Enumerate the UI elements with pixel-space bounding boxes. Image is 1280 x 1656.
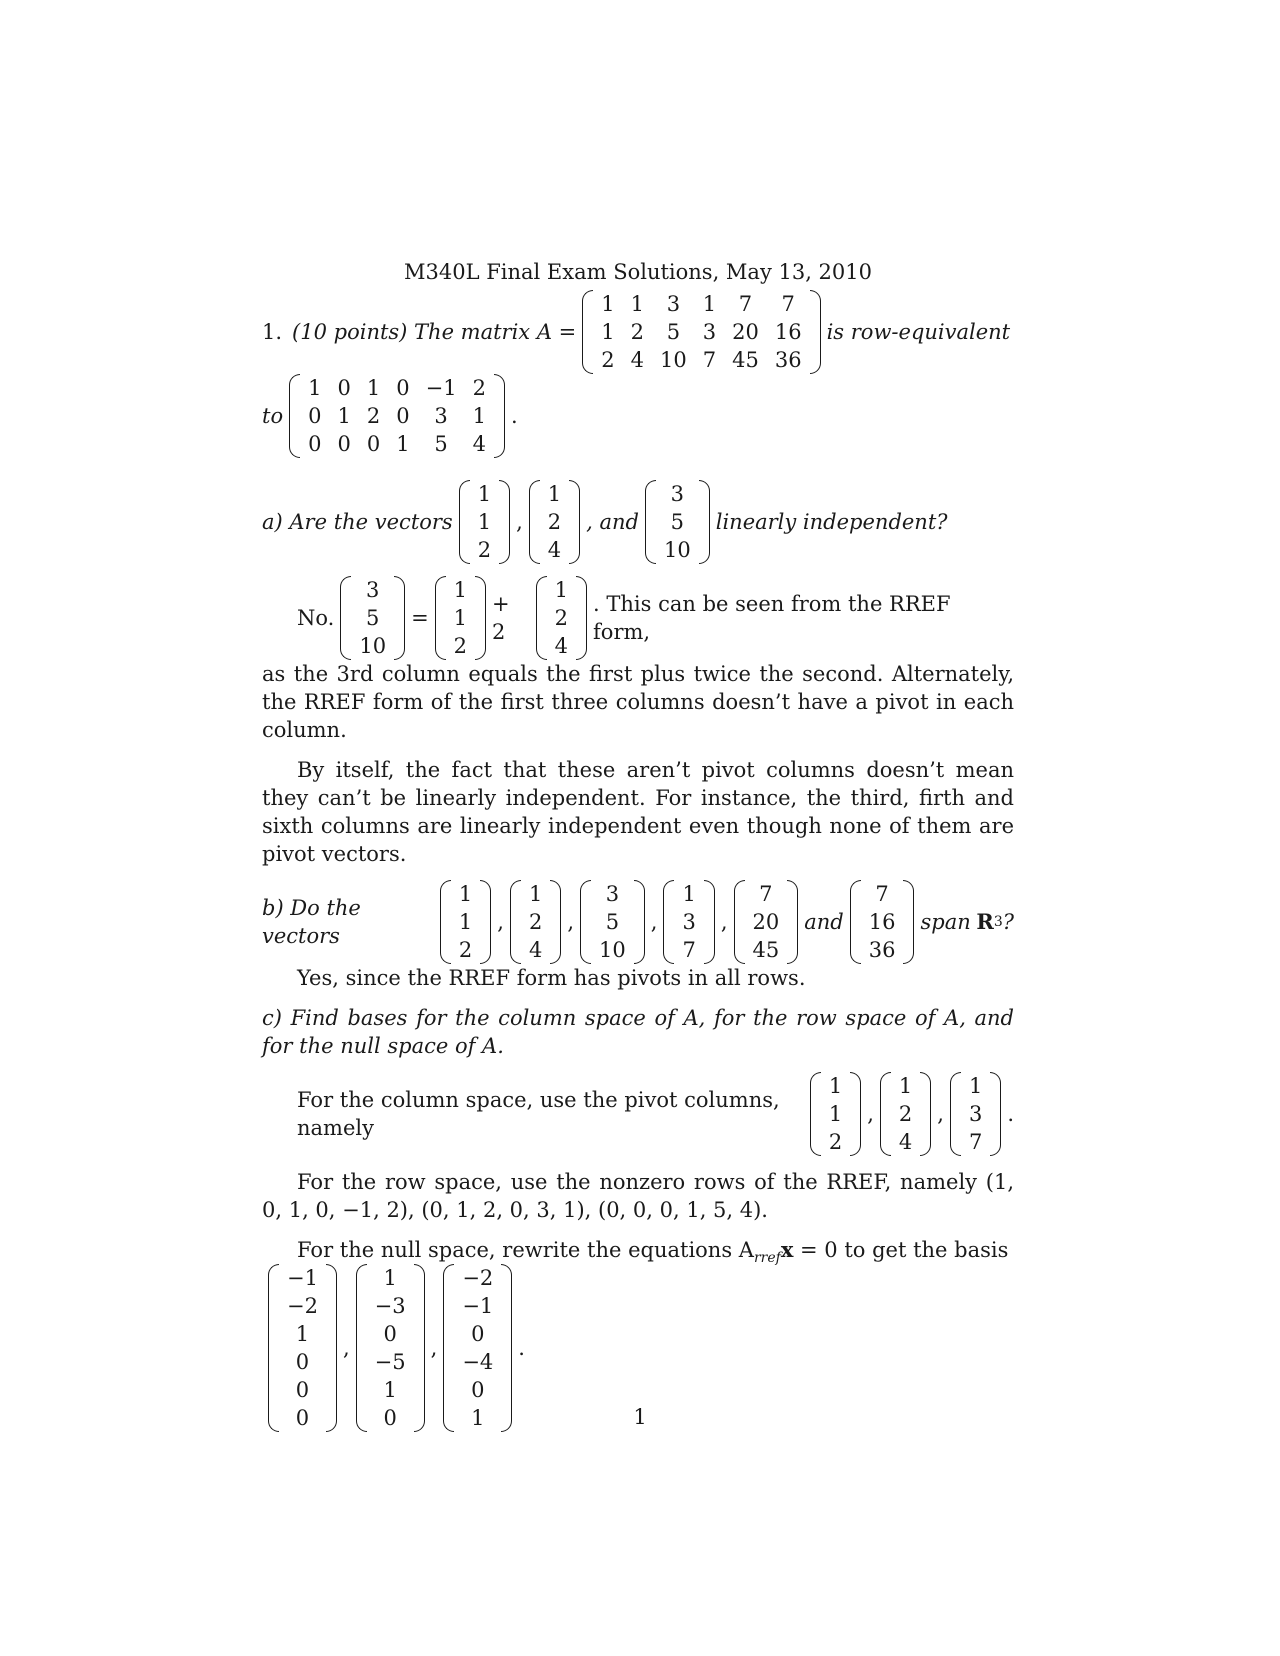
matrix-cell: 4 [898, 1130, 913, 1154]
matrix-cell: 0 [337, 376, 351, 400]
matrix-cell: 4 [472, 432, 486, 456]
matrix-cell: 1 [308, 376, 322, 400]
matrix-cell: −3 [374, 1294, 406, 1318]
qc-col-vector-3 [950, 1072, 1001, 1156]
qa-eq-vector-3 [340, 576, 405, 660]
matrix-cell: 1 [453, 578, 468, 602]
matrix-cell: 10 [599, 938, 626, 962]
qb-prompt-start: b) Do the vectors [262, 896, 361, 948]
matrix-cell: 0 [383, 1322, 397, 1346]
matrix-cell: 2 [828, 1130, 843, 1154]
qa-eq-sign: = [411, 606, 429, 630]
matrix-cell: 1 [477, 482, 492, 506]
matrix-cell: 1 [682, 882, 696, 906]
qc-column-text: For the column space, use the pivot columns, namely [297, 1088, 780, 1140]
qb-answer: Yes, since the RREF form has pivots in all rows. [297, 966, 806, 990]
q1-intro: (10 points) The matrix A = [292, 320, 577, 344]
matrix-cell: 10 [664, 538, 691, 562]
matrix-cell: 1 [337, 404, 351, 428]
matrix-cell: 1 [828, 1074, 843, 1098]
matrix-cell: 5 [434, 432, 448, 456]
matrix-cell: −2 [462, 1266, 494, 1290]
qc-null-x: x [780, 1237, 794, 1262]
qa-vector-1 [459, 480, 510, 564]
qb-vector-4 [663, 880, 714, 964]
qa-prompt-start: a) Are the vectors [262, 510, 453, 534]
matrix-cell: 1 [702, 292, 717, 316]
matrix-cell: 3 [968, 1102, 983, 1126]
qb-qmark: ? [1002, 910, 1014, 934]
matrix-cell: 3 [666, 292, 681, 316]
matrix-cell: 0 [366, 432, 381, 456]
qa-eq-plus: + 2 [492, 592, 510, 644]
matrix-cell: 2 [601, 348, 615, 372]
matrix-cell: 10 [660, 348, 687, 372]
matrix-cell: 0 [295, 1406, 310, 1430]
qa-and: , and [586, 510, 639, 534]
matrix-cell: 0 [383, 1406, 397, 1430]
matrix-cell: 1 [630, 292, 645, 316]
qb-vector-2 [510, 880, 561, 964]
qc-null-text-a: For the null space, rewrite the equations A [297, 1238, 754, 1262]
page-number: 1 [633, 1405, 647, 1429]
matrix-cell: 16 [774, 320, 802, 344]
q1-rref-line [262, 374, 1014, 458]
qc-row-space: For the row space, use the nonzero rows of the RREF, namely (1, 0, 1, 0, −1, 2), (0, 1, 2, 0, 3, 1), (0, 0, 0, 1, 5, 4). [262, 1170, 1014, 1222]
qb-span: span [920, 910, 971, 934]
matrix-cell: 2 [630, 320, 645, 344]
matrix-cell: 1 [453, 606, 468, 630]
matrix-cell: 1 [458, 910, 473, 934]
matrix-cell: 1 [828, 1102, 843, 1126]
qb-vector-1 [440, 880, 491, 964]
matrix-cell: 5 [670, 510, 685, 534]
matrix-cell: 45 [752, 938, 780, 962]
page-title: M340L Final Exam Solutions, May 13, 2010 [403, 260, 872, 284]
qc-null-basis: −1 −2 1 0 0 0 , 1 −3 0 −5 1 0 , −2 −1 0 −4 0 1 . [262, 1264, 1014, 1432]
matrix-cell: 0 [471, 1322, 485, 1346]
matrix-cell: 36 [868, 938, 896, 962]
matrix-cell: 7 [702, 348, 717, 372]
matrix-cell: −1 [287, 1266, 318, 1290]
qa-answer-rest: . This can be seen from the RREF form, [593, 592, 951, 644]
matrix-cell: 0 [337, 432, 351, 456]
q1-number: 1. [262, 320, 283, 344]
qb-prompt: b) Do the vectors 1 1 2 , 1 2 4 , 3 5 10 , 1 3 7 , 7 20 45 and 7 16 36 span R 3 ? [262, 882, 1014, 962]
matrix-cell: 20 [752, 910, 780, 934]
matrix-cell: −2 [287, 1294, 318, 1318]
q1-to: to [262, 404, 284, 428]
matrix-cell: 0 [396, 404, 410, 428]
qc-null-text-b: = 0 to get the basis [793, 1238, 1009, 1262]
qb-vector-6 [850, 880, 915, 964]
matrix-cell: 2 [554, 606, 569, 630]
q1-row-equivalent: is row-equivalent [826, 320, 1011, 344]
matrix-cell: 2 [898, 1102, 913, 1126]
matrix-cell: 1 [547, 482, 562, 506]
matrix-cell: 1 [366, 376, 381, 400]
qc-prompt: c) Find bases for the column space of A, for the row space of A, and for the null space of A. [262, 1006, 1014, 1058]
qa-prompt: a) Are the vectors 1 1 2 , 1 2 4 , and 3 5 10 linearly independent? [262, 482, 948, 562]
matrix-cell: 0 [295, 1350, 310, 1374]
qa-prompt-end: linearly independent? [715, 510, 948, 534]
qa-answer-paragraph-2: By itself, the fact that these aren’t pivot columns doesn’t mean they can’t be linearly independent. For instance, the third, firth and sixth columns are linearly independent even though none of them are pivot vectors. [262, 758, 1014, 866]
qc-column-space: For the column space, use the pivot columns, namely 1 1 2 , 1 2 4 , 1 3 7 . [297, 1074, 1014, 1154]
matrix-cell: 3 [434, 404, 448, 428]
matrix-cell: 7 [781, 292, 795, 316]
matrix-cell: 2 [458, 938, 473, 962]
matrix-cell: 2 [453, 634, 468, 658]
matrix-cell: 0 [396, 376, 410, 400]
qa-vector-2 [529, 480, 580, 564]
matrix-cell: 0 [471, 1378, 485, 1402]
matrix-cell: 4 [554, 634, 569, 658]
matrix-cell: 16 [868, 910, 896, 934]
matrix-cell: 1 [477, 510, 492, 534]
matrix-cell: 2 [528, 910, 543, 934]
qb-r3: R [976, 909, 994, 934]
matrix-cell: −4 [462, 1350, 494, 1374]
qa-eq-vector-2 [536, 576, 587, 660]
matrix-cell: 0 [308, 432, 322, 456]
matrix-cell: 3 [682, 910, 696, 934]
matrix-cell: 4 [528, 938, 543, 962]
matrix-rref [289, 374, 505, 458]
qa-vector-3 [645, 480, 710, 564]
qa-answer-no: No. [297, 606, 335, 630]
qc-col-vector-1 [810, 1072, 861, 1156]
matrix-cell: 2 [477, 538, 492, 562]
qa-answer-equation [262, 576, 1014, 660]
matrix-cell: 3 [670, 482, 685, 506]
matrix-cell: 5 [666, 320, 681, 344]
matrix-cell: 2 [547, 510, 562, 534]
matrix-cell: 36 [774, 348, 802, 372]
matrix-cell: 5 [605, 910, 620, 934]
matrix-cell: 7 [682, 938, 696, 962]
matrix-cell: 1 [528, 882, 543, 906]
matrix-cell: 1 [471, 1406, 485, 1430]
matrix-cell: 5 [366, 606, 380, 630]
matrix-cell: 3 [366, 578, 380, 602]
matrix-cell: 1 [554, 578, 569, 602]
q1-period: . [510, 404, 518, 428]
matrix-cell: 1 [458, 882, 473, 906]
q1-statement [262, 290, 1014, 374]
matrix-cell: 1 [601, 292, 615, 316]
matrix-cell: 10 [359, 634, 387, 658]
matrix-cell: 2 [366, 404, 381, 428]
matrix-cell: 7 [875, 882, 889, 906]
qa-answer-paragraph-1: as the 3rd column equals the first plus twice the second. Alternately, the RREF form of the first three columns doesn’t have a pivot in each column. [262, 662, 1014, 742]
matrix-cell: 1 [383, 1378, 397, 1402]
matrix-cell: 1 [472, 404, 486, 428]
qa-eq-vector-1 [435, 576, 486, 660]
matrix-cell: 45 [732, 348, 759, 372]
matrix-cell: 1 [396, 432, 410, 456]
qb-vector-5 [734, 880, 799, 964]
matrix-cell: 1 [898, 1074, 913, 1098]
matrix-cell: 2 [472, 376, 486, 400]
matrix-cell: 3 [702, 320, 717, 344]
matrix-cell: 7 [759, 882, 773, 906]
matrix-cell: 20 [732, 320, 759, 344]
matrix-cell: 1 [968, 1074, 983, 1098]
matrix-cell: −1 [425, 376, 457, 400]
matrix-cell: 4 [547, 538, 562, 562]
matrix-cell: 7 [738, 292, 753, 316]
matrix-cell: 1 [383, 1266, 397, 1290]
qb-vector-3 [580, 880, 645, 964]
matrix-cell: 7 [968, 1130, 983, 1154]
matrix-cell: 0 [295, 1378, 310, 1402]
qc-col-vector-2 [880, 1072, 931, 1156]
matrix-cell: −1 [462, 1294, 494, 1318]
matrix-cell: −5 [374, 1350, 406, 1374]
matrix-cell: 1 [295, 1322, 310, 1346]
matrix-cell: 0 [308, 404, 322, 428]
matrix-cell: 1 [601, 320, 615, 344]
matrix-cell: 4 [630, 348, 645, 372]
exam-page [262, 258, 1014, 1432]
qc-null-space-text [262, 1236, 1014, 1267]
matrix-cell: 3 [605, 882, 620, 906]
qb-and: and [804, 910, 844, 934]
matrix-a [582, 290, 820, 374]
qc-null-sub: rref [753, 1250, 781, 1267]
